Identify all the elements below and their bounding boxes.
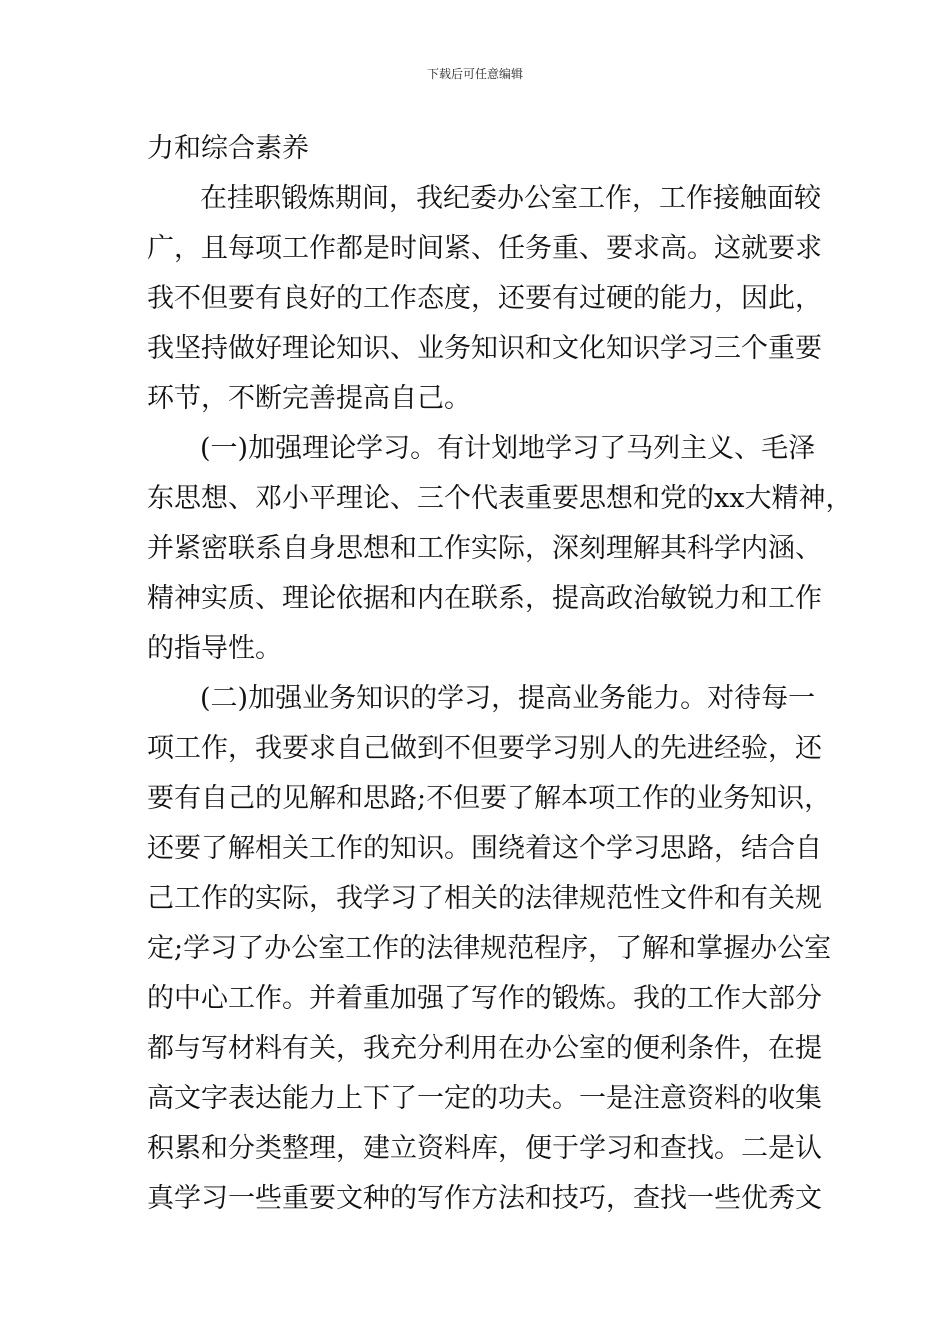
text-line: 的中心工作。并着重加强了写作的锻炼。我的工作大部分 xyxy=(147,983,822,1014)
text-line: 积累和分类整理，建立资料库，便于学习和查找。二是认 xyxy=(147,1133,822,1164)
text-line: 己工作的实际，我学习了相关的法律规范性文件和有关规 xyxy=(147,883,822,914)
text-line: 精神实质、理论依据和内在联系，提高政治敏锐力和工作 xyxy=(147,583,822,614)
text-line: 定;学习了办公室工作的法律规范程序，了解和掌握办公室 xyxy=(147,933,832,964)
text-line: 要有自己的见解和思路;不但要了解本项工作的业务知识， xyxy=(147,783,832,814)
text-line: 高文字表达能力上下了一定的功夫。一是注意资料的收集 xyxy=(147,1083,822,1114)
text-line: 环节，不断完善提高自己。 xyxy=(147,383,471,414)
text-line: 真学习一些重要文种的写作方法和技巧，查找一些优秀文 xyxy=(147,1183,822,1214)
text-line: 我坚持做好理论知识、业务知识和文化知识学习三个重要 xyxy=(147,333,822,364)
text-line: 还要了解相关工作的知识。围绕着这个学习思路，结合自 xyxy=(147,833,822,864)
text-line: 广，且每项工作都是时间紧、任务重、要求高。这就要求 xyxy=(147,233,822,264)
page-header: 下载后可任意编辑 xyxy=(426,67,523,81)
paragraph-first-line: (一)加强理论学习。有计划地学习了马列主义、毛泽 xyxy=(200,433,816,464)
text-line: 并紧密联系自身思想和工作实际，深刻理解其科学内涵、 xyxy=(147,533,822,564)
paragraph-first-line: (二)加强业务知识的学习，提高业务能力。对待每一 xyxy=(200,683,816,714)
paragraph-first-line: 在挂职锻炼期间，我纪委办公室工作，工作接触面较 xyxy=(200,183,821,214)
text-line: 东思想、邓小平理论、三个代表重要思想和党的xx大精神， xyxy=(147,483,853,514)
text-line: 项工作，我要求自己做到不但要学习别人的先进经验，还 xyxy=(147,733,822,764)
text-line: 我不但要有良好的工作态度，还要有过硬的能力，因此， xyxy=(147,283,822,314)
text-line: 力和综合素养 xyxy=(147,133,309,164)
text-line: 都与写材料有关，我充分利用在办公室的便利条件，在提 xyxy=(147,1033,822,1064)
text-line: 的指导性。 xyxy=(147,633,282,664)
